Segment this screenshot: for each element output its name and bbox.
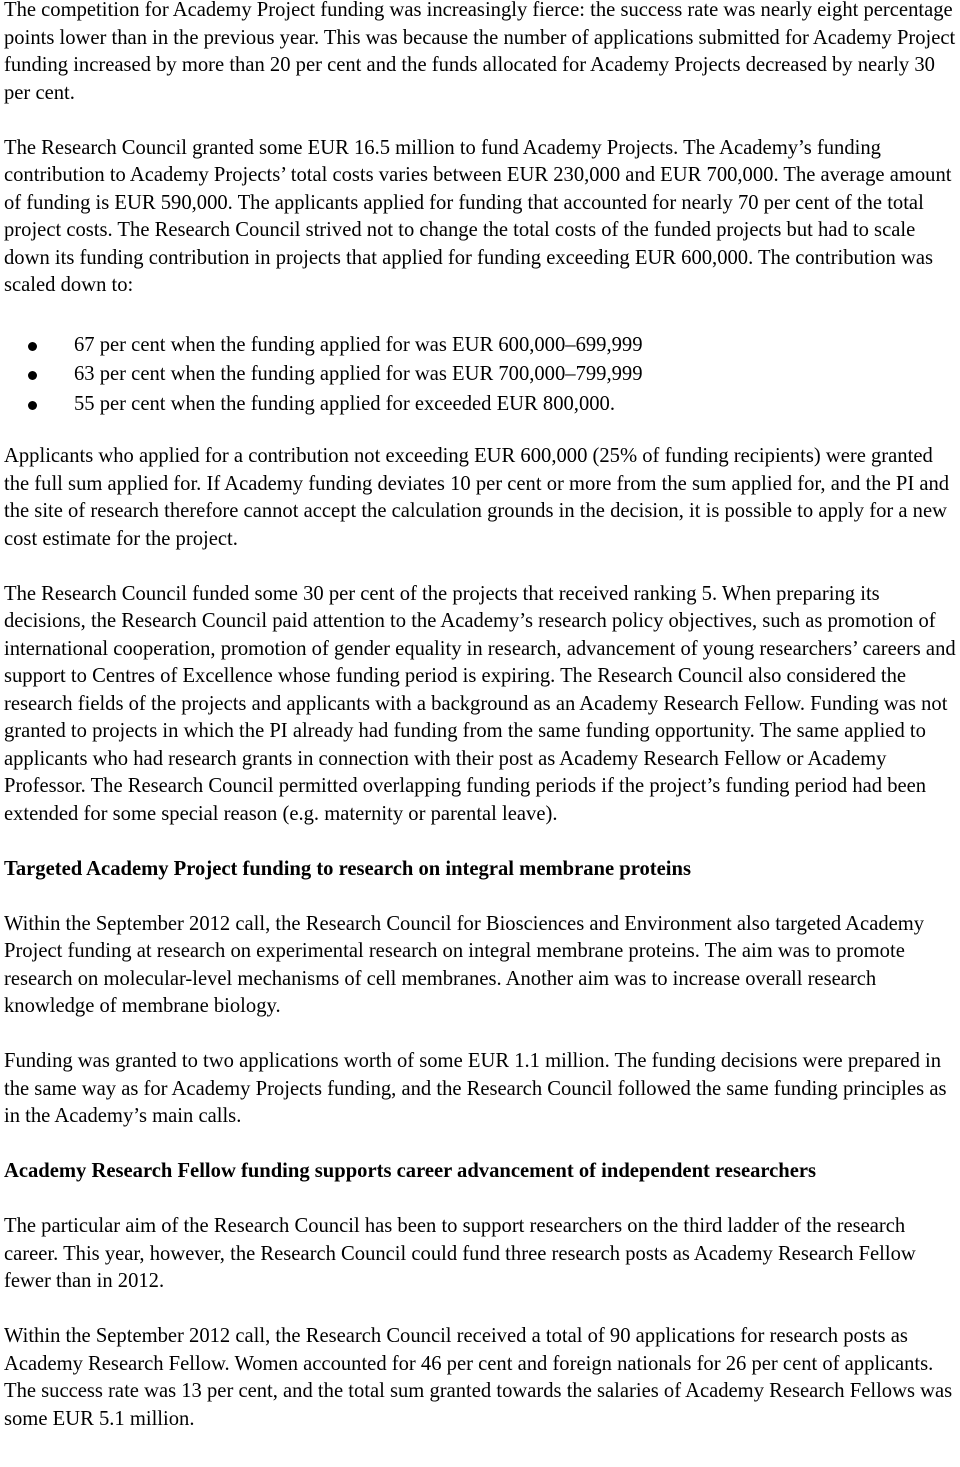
list-item <box>4 360 956 390</box>
paragraph-fellow-aim: The particular aim of the Research Council has been to support researchers on the third ladder of the research career. This year, however, the Research Council could fund three research posts as Academy Research Fellow fewer than in 2012. <box>4 1215 916 1292</box>
bullet-icon <box>28 401 37 410</box>
heading-membrane-proteins: Targeted Academy Project funding to research on integral membrane proteins <box>4 857 691 880</box>
list-item-text: 63 per cent when the funding applied for was EUR 700,000–799,999 <box>74 363 643 385</box>
heading-research-fellow: Academy Research Fellow funding supports career advancement of independent researchers <box>4 1160 817 1182</box>
paragraph-competition: The competition for Academy Project funding was increasingly fierce: the success rate was nearly eight percentage points lower than in the previous year. This was because the number of applications submitted for Academy Project funding increased by more than 20 per cent and the funds allocated for Academy Projects decreased by nearly 30 per cent. <box>4 0 956 104</box>
paragraph-fellow-call: Within the September 2012 call, the Research Council received a total of 90 applications for research posts as Academy Research Fellow. Women accounted for 46 per cent and foreign nationals for 26 per cent of applicants. The success rate was 13 per cent, and the total sum granted towards the salaries of Academy Research Fellows was some EUR 5.1 million. <box>4 1325 953 1430</box>
paragraph-ranking: The Research Council funded some 30 per cent of the projects that received ranking 5. When preparing its decisions, the Research Council paid attention to the Academy’s research policy objectives, such as promotion of international cooperation, promotion of gender equality in research, advancement of young researchers’ careers and support to Centres of Excellence whose funding period is expiring. The Research Council also considered the research fields of the projects and applicants with a background as an Academy Research Fellow. Funding was not granted to projects in which the PI already had funding from the same funding opportunity. The same applied to applicants who had research grants in connection with their post as Academy Research Fellow or Academy Professor. The Research Council permitted overlapping funding periods if the project’s funding period had been extended for some special reason (e.g. maternity or parental leave). <box>4 582 956 825</box>
list-item <box>4 331 956 361</box>
bullet-icon <box>28 342 37 351</box>
scaled-down-list <box>4 331 956 420</box>
list-item <box>4 390 956 420</box>
paragraph-applicants: Applicants who applied for a contribution not exceeding EUR 600,000 (25% of funding recipients) were granted the full sum applied for. If Academy funding deviates 10 per cent or more from the sum applied for, and the PI and the site of research therefore cannot accept the calculation grounds in the decision, it is possible to apply for a new cost estimate for the project. <box>4 445 950 550</box>
paragraph-membrane-call: Within the September 2012 call, the Research Council for Biosciences and Environment also targeted Academy Project funding at research on experimental research on integral membrane proteins. The aim was to promote research on molecular-level mechanisms of cell membranes. Another aim was to increase overall research knowledge of membrane biology. <box>4 912 925 1017</box>
bullet-icon <box>28 371 37 380</box>
list-item-text: 55 per cent when the funding applied for exceeded EUR 800,000. <box>74 392 615 415</box>
list-item-text: 67 per cent when the funding applied for was EUR 600,000–699,999 <box>74 333 643 356</box>
paragraph-research-council-grant: The Research Council granted some EUR 16.5 million to fund Academy Projects. The Academy’s funding contribution to Academy Projects’ total costs varies between EUR 230,000 and EUR 700,000. The average amount of funding is EUR 590,000. The applicants applied for funding that accounted for nearly 70 per cent of the total project costs. The Research Council strived not to change the total costs of the funded projects but had to scale down its funding contribution in projects that applied for funding exceeding EUR 600,000. The contribution was scaled down to: <box>4 136 952 296</box>
paragraph-membrane-funding: Funding was granted to two applications worth of some EUR 1.1 million. The funding decisions were prepared in the same way as for Academy Projects funding, and the Research Council followed the same funding principles as in the Academy’s main calls. <box>4 1050 947 1127</box>
